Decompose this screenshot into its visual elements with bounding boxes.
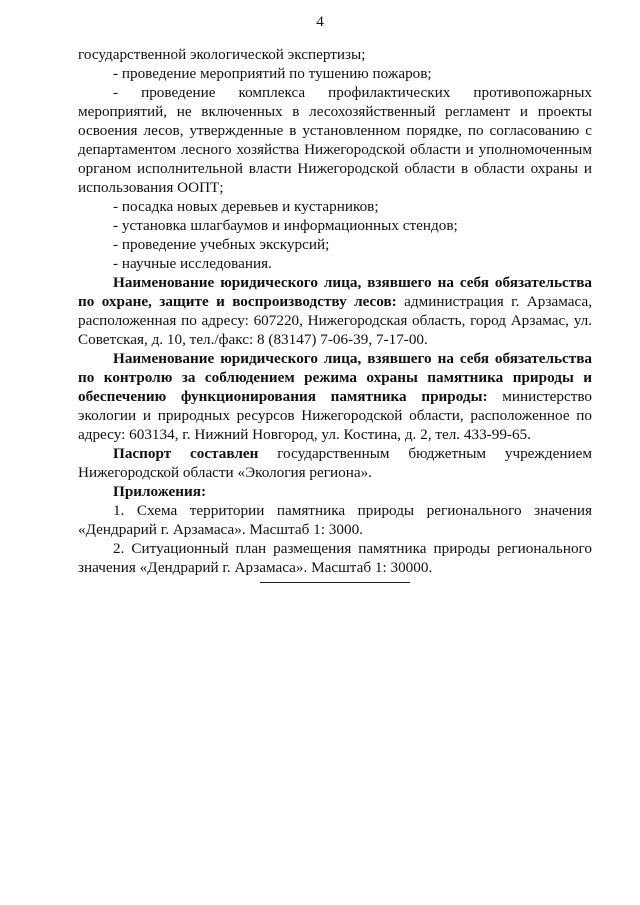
passport-paragraph xyxy=(78,444,592,482)
passport-label: Паспорт составлен xyxy=(113,445,259,462)
document-body xyxy=(78,45,592,577)
closing-divider-line xyxy=(260,582,410,583)
list-item-firefighting: - проведение мероприятий по тушению пожаров; xyxy=(113,65,432,82)
list-item-fire-prevention: - проведение комплекса профилактических противопожарных мероприятий, не включенных в лесохозяйственный регламент и проекты освоения лесов, утвержденные в установленном порядке, по согласованию с департаментом лесного хозяйства Нижегородской области и уполномоченным органом исполнительной власти Нижегородской области в области охраны и использования ООПТ; xyxy=(78,84,592,196)
responsible-control-text: министерство экологии и природных ресурсов Нижегородской области, расположенное по адресу: 603134, г. Нижний Новгород, ул. Костина, д. 2, тел. 433-99-65. xyxy=(78,388,592,443)
paragraph-continuation: государственной экологической экспертизы; xyxy=(78,46,366,63)
responsible-protection-text: администрация г. Арзамаса, расположенная по адресу: 607220, Нижегородская область, город Арзамас, ул. Советская, д. 10, тел./факс: 8 (83147) 7-06-39, 7-17-00. xyxy=(78,293,592,348)
list-item-barriers-stands: - установка шлагбаумов и информационных стендов; xyxy=(113,217,458,234)
responsible-control-paragraph xyxy=(78,349,592,444)
appendices-heading: Приложения: xyxy=(113,483,207,500)
passport-text: государственным бюджетным учреждением Нижегородской области «Экология региона». xyxy=(78,445,592,481)
list-item-research: - научные исследования. xyxy=(113,255,272,272)
appendix-item-1: 1. Схема территории памятника природы регионального значения «Дендрарий г. Арзамаса». Масштаб 1: 3000. xyxy=(78,502,592,538)
responsible-protection-paragraph xyxy=(78,273,592,349)
appendix-item-2: 2. Ситуационный план размещения памятника природы регионального значения «Дендрарий г. Арзамаса». Масштаб 1: 30000. xyxy=(78,540,592,576)
responsible-control-label: Наименование юридического лица, взявшего на себя обязательства по контролю за соблюдением режима охраны памятника природы и обеспечению функционирования памятника природы: xyxy=(78,350,592,405)
list-item-planting: - посадка новых деревьев и кустарников; xyxy=(113,198,379,215)
responsible-protection-label: Наименование юридического лица, взявшего на себя обязательства по охране, защите и воспроизводству лесов: xyxy=(78,274,592,310)
page-number: 4 xyxy=(316,13,324,30)
list-item-excursions: - проведение учебных экскурсий; xyxy=(113,236,330,253)
